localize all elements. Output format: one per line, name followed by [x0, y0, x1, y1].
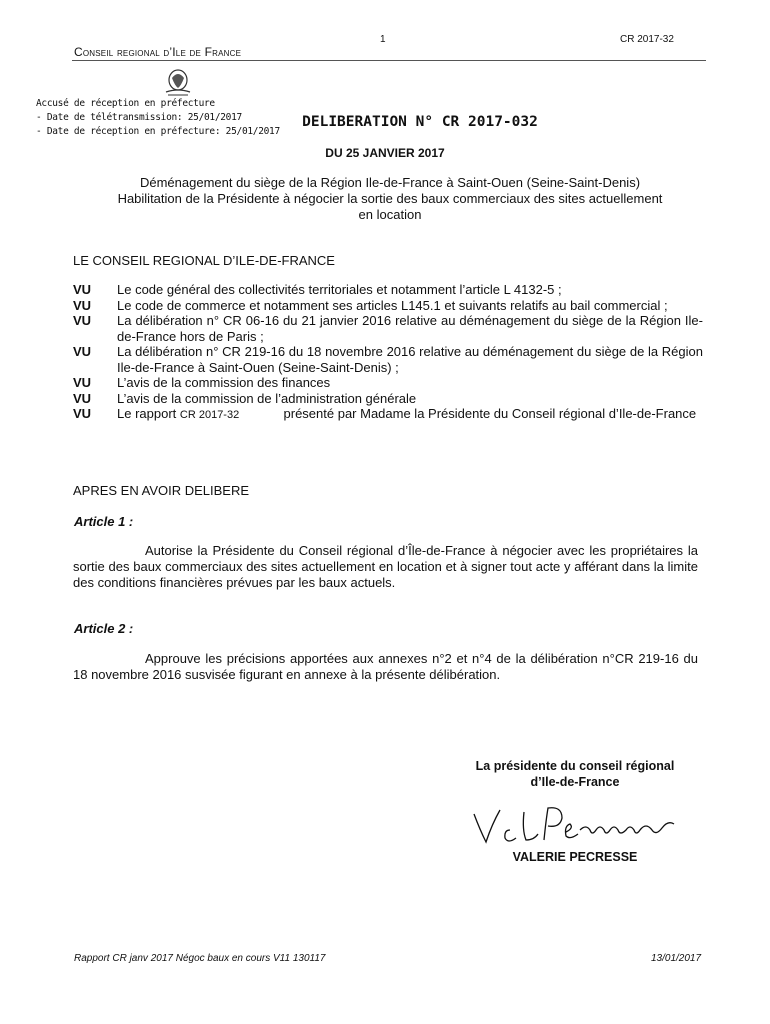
deliberation-subject	[60, 175, 720, 223]
signatory-title-line: d’Ile-de-France	[530, 774, 620, 789]
vu-text: La délibération n° CR 06-16 du 21 janvier 2016 relative au déménagement du siège de la Région Ile-de-France hors de Paris ;	[117, 313, 703, 344]
vu-label: VU	[73, 297, 92, 313]
document-reference: CR 2017-32	[620, 34, 674, 45]
vu-text-report	[117, 406, 703, 424]
vu-text: L’avis de la commission des finances	[117, 375, 331, 390]
article-1-body: Autorise la Présidente du Conseil régional d’Île-de-France à négocier avec les propriétaires la sortie des baux commerciaux des sites actuellement en location et à signer tout acte y afférant dans la limite des conditions financières prévues par les baux actuels.	[73, 543, 698, 590]
vu-label: VU	[73, 375, 92, 390]
vu-item	[73, 344, 703, 375]
vu-item	[73, 375, 703, 391]
vu-item	[73, 298, 703, 314]
vu-text: La délibération n° CR 219-16 du 18 novembre 2016 relative au déménagement du siège de la Région Ile-de-France à Saint-Ouen (Seine-Saint-Denis) ;	[117, 344, 703, 375]
vu-label: VU	[73, 282, 92, 297]
vu-label: VU	[73, 313, 92, 328]
subject-line: Habilitation de la Présidente à négocier la sortie des baux commerciaux des sites actuellement	[117, 191, 663, 206]
signatory-name: VALERIE PECRESSE	[512, 850, 638, 864]
receipt-transmission-date: - Date de télétransmission: 25/01/2017	[36, 112, 242, 123]
report-suffix: présenté par Madame la Présidente du Conseil régional d’Ile-de-France	[283, 406, 697, 421]
marianne-seal-icon	[158, 66, 198, 98]
footer-document-name: Rapport CR janv 2017 Négoc baux en cours V11 130117	[74, 953, 326, 964]
article-1-title: Article 1 :	[74, 514, 134, 529]
header-divider	[72, 60, 706, 61]
vu-label: VU	[73, 344, 92, 359]
subject-line: Déménagement du siège de la Région Ile-de-France à Saint-Ouen (Seine-Saint-Denis)	[139, 175, 641, 190]
vu-item	[73, 406, 703, 424]
signatory-title-line: La présidente du conseil régional	[475, 759, 675, 773]
deliberation-date: DU 25 JANVIER 2017	[325, 146, 445, 160]
handwritten-signature	[470, 800, 680, 850]
vu-text: L’avis de la commission de l’administration générale	[117, 390, 417, 406]
article-2-body: Approuve les précisions apportées aux annexes n°2 et n°4 de la délibération n°CR 219-16 du 18 novembre 2016 susvisée figurant en annexe à la présente délibération.	[73, 651, 698, 682]
report-reference: CR 2017-32	[179, 409, 240, 421]
vu-text: Le code général des collectivités territoriales et notamment l’article L 4132-5 ;	[117, 282, 562, 297]
header-organization: Conseil regional d’Ile de France	[74, 45, 242, 59]
signatory-title	[460, 759, 690, 790]
article-2-title: Article 2 :	[74, 621, 134, 636]
receipt-reception-date: - Date de réception en préfecture: 25/01/2017	[36, 126, 280, 137]
vu-label: VU	[73, 390, 92, 406]
council-heading: LE CONSEIL REGIONAL D’ILE-DE-FRANCE	[73, 253, 335, 268]
report-prefix: Le rapport	[117, 406, 177, 421]
vu-item	[73, 391, 703, 407]
receipt-title: Accusé de réception en préfecture	[36, 98, 215, 109]
footer-date: 13/01/2017	[651, 953, 702, 964]
vu-list	[73, 282, 703, 424]
vu-label: VU	[73, 406, 92, 421]
apres-deliberation: APRES EN AVOIR DELIBERE	[73, 483, 250, 498]
vu-text: Le code de commerce et notamment ses articles L145.1 et suivants relatifs au bail commercial ;	[117, 297, 668, 313]
deliberation-title: DELIBERATION N° CR 2017-032	[302, 114, 538, 130]
vu-item	[73, 313, 703, 344]
page-number: 1	[380, 34, 386, 45]
vu-item	[73, 282, 703, 298]
subject-line: en location	[358, 207, 422, 222]
